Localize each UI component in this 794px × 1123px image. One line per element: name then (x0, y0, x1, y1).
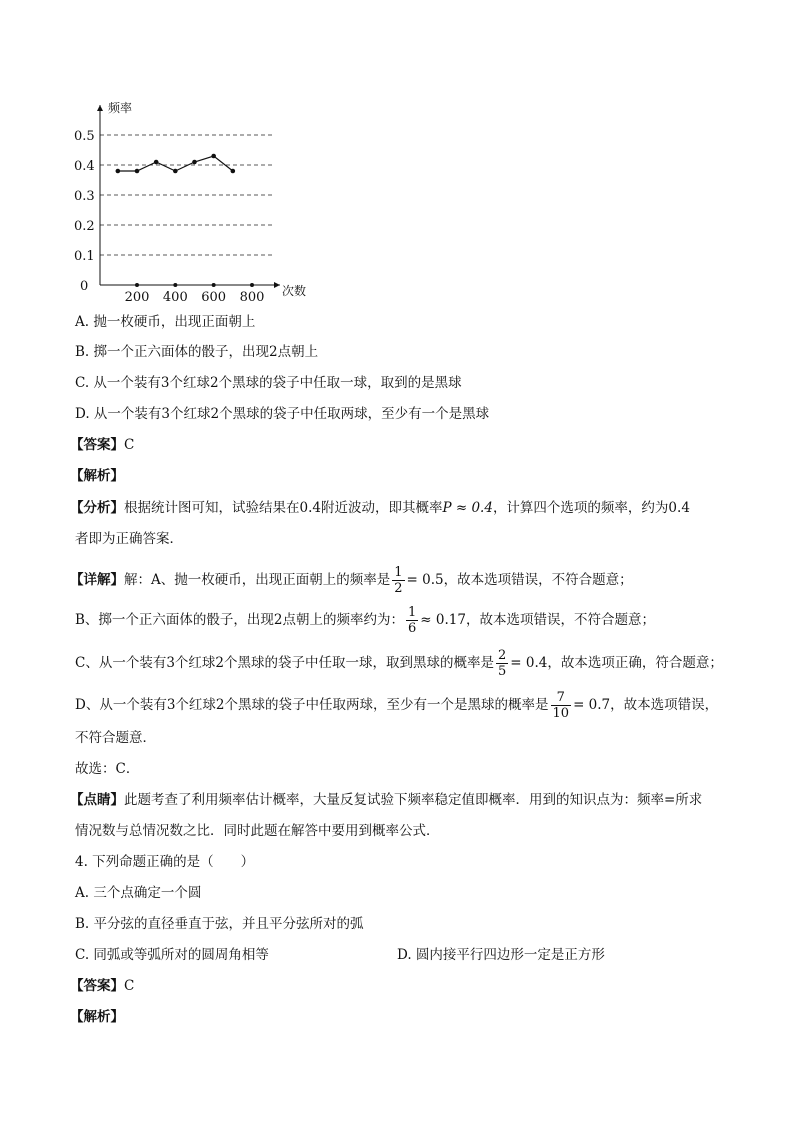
x-tick-label: 200 (124, 290, 150, 305)
q3-xiangjie-b (75, 605, 655, 636)
x-tick-dot (173, 283, 177, 287)
x-axis-label: 次数 (282, 284, 307, 298)
q4-option-a: A. 三个点确定一个圆 (75, 885, 202, 901)
x-tick-dot (135, 283, 139, 287)
frac-num: 7 (551, 690, 572, 706)
answer-label: 【答案】 (70, 437, 124, 453)
frac-num: 1 (394, 565, 403, 580)
fenxi-text-2: ，计算四个选项的频率，约为0.4 (492, 500, 690, 516)
q4-option-b: B. 平分弦的直径垂直于弦，并且平分弦所对的弧 (75, 916, 364, 932)
q3-analysis-label (70, 467, 124, 485)
q4-option-d: D. 圆内接平行四边形一定是正方形 (397, 947, 605, 963)
xj-b-tail: ，故本选项错误，不符合题意； (465, 612, 655, 628)
y-axis-label: 频率 (108, 101, 133, 115)
frac-den: 10 (552, 706, 570, 721)
y-tick-label: 0.3 (74, 189, 95, 204)
x-tick-dot (250, 283, 254, 287)
origin-label: 0 (80, 279, 89, 294)
answer-value: C (124, 978, 135, 994)
xj-d-eq: = 0.7 (573, 697, 611, 713)
xj-a-text: 解：A、抛一枚硬币，出现正面朝上的频率是 (124, 572, 391, 588)
x-tick-dot (212, 283, 216, 287)
frac-den: 6 (408, 621, 417, 636)
data-point (192, 160, 197, 165)
frac-num: 1 (408, 605, 417, 620)
q3-fenxi-cont: 者即为正确答案． (75, 531, 183, 547)
frac-den: 2 (394, 581, 403, 596)
xj-b-eq: ≈ 0.17 (420, 612, 466, 628)
xj-c-eq: = 0.4 (510, 655, 548, 671)
data-point (211, 154, 216, 159)
analysis-label: 【解析】 (70, 1009, 124, 1025)
y-axis-arrow (97, 105, 103, 111)
y-tick-label: 0.4 (74, 159, 95, 174)
xj-a-tail: ，故本选项错误，不符合题意； (443, 572, 633, 588)
fraction-2-5 (496, 648, 508, 679)
fraction-1-6 (406, 605, 418, 636)
xj-a-eq: = 0.5 (406, 572, 444, 588)
fenxi-math: P ≈ 0.4 (442, 500, 493, 516)
fraction-1-2 (392, 565, 404, 596)
xj-c-tail: ，故本选项正确，符合题意； (547, 655, 723, 671)
q4-answer (70, 977, 134, 995)
x-tick-label: 800 (239, 290, 265, 305)
q3-option-c: C. 从一个装有3个红球2个黑球的袋子中任取一球，取到的是黑球 (75, 375, 462, 391)
q3-guxuan: 故选：C． (75, 761, 140, 777)
q4-stem: 4. 下列命题正确的是（ ） (75, 854, 255, 870)
q3-option-a: A. 抛一枚硬币，出现正面朝上 (75, 314, 256, 330)
data-point (154, 160, 159, 165)
q3-xiangjie-d-cont: 不符合题意． (75, 730, 156, 746)
q4-option-c: C. 同弧或等弧所对的圆周角相等 (75, 947, 269, 963)
q3-xiangjie-d (75, 690, 718, 721)
data-point (231, 169, 236, 174)
data-point (116, 169, 121, 174)
q3-fenxi (70, 499, 690, 517)
data-point (173, 169, 178, 174)
q3-xiangjie-c (75, 648, 723, 679)
xiangjie-label: 【详解】 (70, 572, 124, 588)
frequency-chart (60, 95, 310, 305)
y-tick-label: 0.5 (74, 129, 95, 144)
q3-option-d: D. 从一个装有3个红球2个黑球的袋子中任取两球，至少有一个是黑球 (75, 406, 490, 422)
data-point (135, 169, 140, 174)
xj-b-text: B、掷一个正六面体的骰子，出现2点朝上的频率约为： (75, 612, 405, 628)
q3-answer (70, 436, 134, 454)
q3-option-b: B. 掷一个正六面体的骰子，出现2点朝上 (75, 344, 319, 360)
y-tick-label: 0.1 (74, 249, 95, 264)
q3-dianjing-cont: 情况数与总情况数之比．同时此题在解答中要用到概率公式． (75, 823, 440, 839)
x-tick-label: 400 (162, 290, 188, 305)
answer-label: 【答案】 (70, 978, 124, 994)
fenxi-label: 【分析】 (70, 500, 124, 516)
q4-analysis-label (70, 1008, 124, 1026)
y-tick-label: 0.2 (74, 219, 95, 234)
fraction-7-10 (551, 690, 572, 721)
dianjing-label: 【点睛】 (70, 792, 124, 808)
xj-d-tail: ，故本选项错误， (610, 697, 719, 713)
q3-dianjing (70, 791, 702, 809)
analysis-label: 【解析】 (70, 468, 124, 484)
q3-xiangjie-a (70, 565, 633, 596)
frac-num: 2 (498, 648, 507, 663)
fenxi-text-1: 根据统计图可知，试验结果在0.4附近波动，即其概率 (124, 500, 443, 516)
answer-value: C (124, 437, 135, 453)
x-axis-arrow (274, 282, 280, 288)
frac-den: 5 (498, 664, 507, 679)
x-tick-label: 600 (201, 290, 227, 305)
dianjing-text-1: 此题考查了利用频率估计概率，大量反复试验下频率稳定值即概率．用到的知识点为：频率=所求 (124, 792, 703, 808)
xj-d-text: D、从一个装有3个红球2个黑球的袋子中任取两球，至少有一个是黑球的概率是 (75, 697, 549, 713)
xj-c-text: C、从一个装有3个红球2个黑球的袋子中任取一球，取到黑球的概率是 (75, 655, 495, 671)
